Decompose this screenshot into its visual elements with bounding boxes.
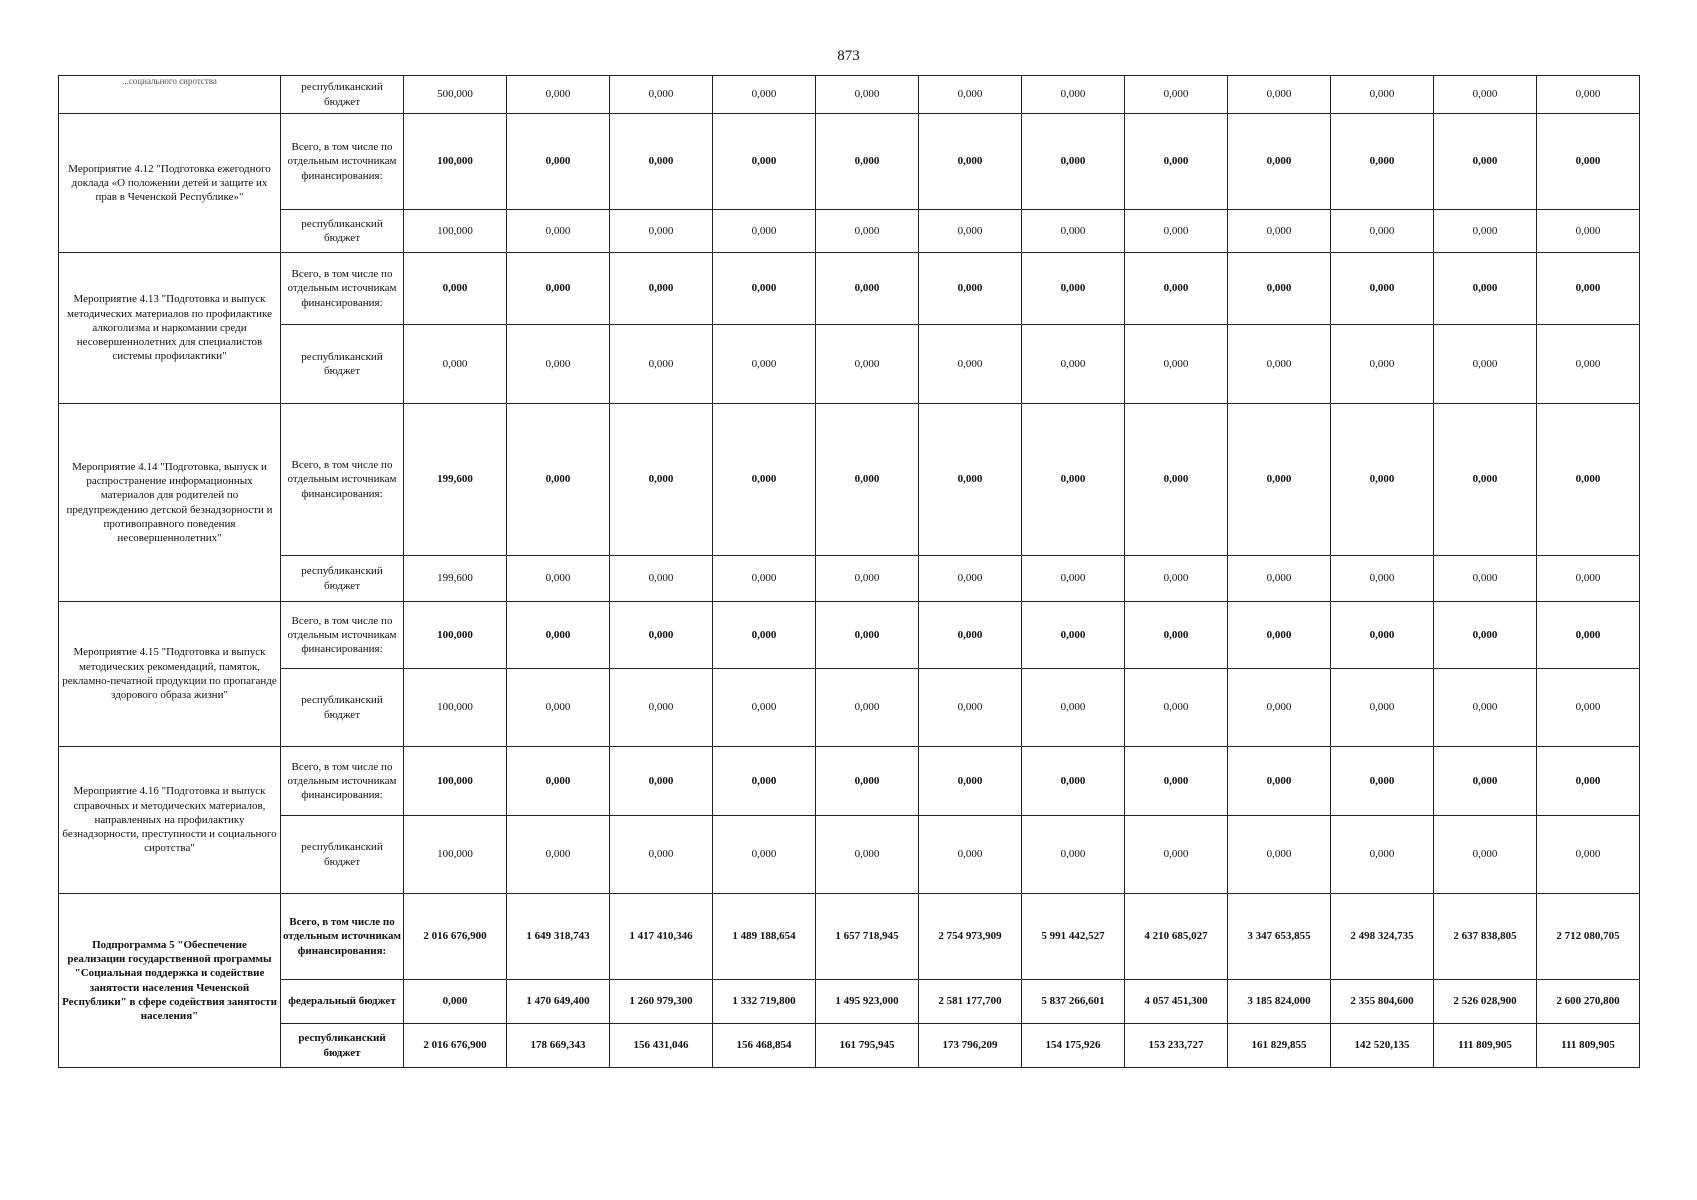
funding-source: республиканский бюджет bbox=[281, 816, 404, 894]
amount-cell: 173 796,209 bbox=[919, 1024, 1022, 1068]
amount-cell: 0,000 bbox=[507, 114, 610, 210]
amount-cell: 100,000 bbox=[404, 602, 507, 669]
funding-source: Всего, в том числе по отдельным источникам финансирования: bbox=[281, 602, 404, 669]
amount-cell: 0,000 bbox=[404, 253, 507, 325]
amount-cell: 0,000 bbox=[1434, 816, 1537, 894]
table-row bbox=[59, 1024, 1640, 1068]
amount-cell: 0,000 bbox=[919, 556, 1022, 602]
table-row bbox=[59, 114, 1640, 210]
amount-cell: 0,000 bbox=[507, 325, 610, 404]
amount-cell: 0,000 bbox=[1331, 747, 1434, 816]
amount-cell: 1 495 923,000 bbox=[816, 980, 919, 1024]
amount-cell: 0,000 bbox=[1434, 76, 1537, 114]
amount-cell: 2 016 676,900 bbox=[404, 1024, 507, 1068]
amount-cell: 0,000 bbox=[1125, 114, 1228, 210]
amount-cell: 1 657 718,945 bbox=[816, 894, 919, 980]
amount-cell: 0,000 bbox=[816, 210, 919, 253]
amount-cell: 0,000 bbox=[1331, 114, 1434, 210]
amount-cell: 0,000 bbox=[919, 669, 1022, 747]
table-row bbox=[59, 816, 1640, 894]
amount-cell: 0,000 bbox=[919, 253, 1022, 325]
amount-cell: 0,000 bbox=[1022, 669, 1125, 747]
amount-cell: 0,000 bbox=[919, 114, 1022, 210]
amount-cell: 0,000 bbox=[919, 404, 1022, 556]
amount-cell: 161 829,855 bbox=[1228, 1024, 1331, 1068]
amount-cell: 0,000 bbox=[507, 404, 610, 556]
amount-cell: 0,000 bbox=[919, 210, 1022, 253]
amount-cell: 0,000 bbox=[1125, 556, 1228, 602]
amount-cell: 0,000 bbox=[1434, 325, 1537, 404]
activity-name: ...социального сиротства bbox=[59, 76, 281, 114]
table-row bbox=[59, 556, 1640, 602]
amount-cell: 0,000 bbox=[1228, 404, 1331, 556]
amount-cell: 161 795,945 bbox=[816, 1024, 919, 1068]
funding-source: республиканский бюджет bbox=[281, 210, 404, 253]
amount-cell: 2 526 028,900 bbox=[1434, 980, 1537, 1024]
amount-cell: 0,000 bbox=[610, 404, 713, 556]
amount-cell: 154 175,926 bbox=[1022, 1024, 1125, 1068]
amount-cell: 178 669,343 bbox=[507, 1024, 610, 1068]
amount-cell: 0,000 bbox=[713, 210, 816, 253]
amount-cell: 3 185 824,000 bbox=[1228, 980, 1331, 1024]
amount-cell: 100,000 bbox=[404, 816, 507, 894]
amount-cell: 0,000 bbox=[919, 747, 1022, 816]
amount-cell: 0,000 bbox=[507, 669, 610, 747]
amount-cell: 0,000 bbox=[1537, 556, 1640, 602]
amount-cell: 0,000 bbox=[1022, 253, 1125, 325]
amount-cell: 0,000 bbox=[1228, 669, 1331, 747]
amount-cell: 0,000 bbox=[919, 325, 1022, 404]
amount-cell: 0,000 bbox=[507, 816, 610, 894]
amount-cell: 199,600 bbox=[404, 404, 507, 556]
amount-cell: 1 260 979,300 bbox=[610, 980, 713, 1024]
amount-cell: 100,000 bbox=[404, 114, 507, 210]
amount-cell: 0,000 bbox=[1537, 114, 1640, 210]
funding-source: Всего, в том числе по отдельным источникам финансирования: bbox=[281, 114, 404, 210]
amount-cell: 0,000 bbox=[816, 76, 919, 114]
amount-cell: 0,000 bbox=[507, 602, 610, 669]
amount-cell: 0,000 bbox=[713, 602, 816, 669]
table-row bbox=[59, 404, 1640, 556]
amount-cell: 0,000 bbox=[1125, 816, 1228, 894]
amount-cell: 4 210 685,027 bbox=[1125, 894, 1228, 980]
amount-cell: 0,000 bbox=[1434, 253, 1537, 325]
amount-cell: 0,000 bbox=[1228, 747, 1331, 816]
activity-name: Мероприятие 4.15 "Подготовка и выпуск методических рекомендаций, памяток, рекламно-печатной продукции по пропаганде здорового образа жизни" bbox=[59, 602, 281, 747]
amount-cell: 0,000 bbox=[816, 114, 919, 210]
amount-cell: 0,000 bbox=[610, 816, 713, 894]
amount-cell: 100,000 bbox=[404, 669, 507, 747]
amount-cell: 0,000 bbox=[713, 253, 816, 325]
amount-cell: 0,000 bbox=[713, 556, 816, 602]
amount-cell: 2 498 324,735 bbox=[1331, 894, 1434, 980]
amount-cell: 0,000 bbox=[816, 669, 919, 747]
amount-cell: 100,000 bbox=[404, 210, 507, 253]
funding-source: республиканский бюджет bbox=[281, 325, 404, 404]
amount-cell: 0,000 bbox=[713, 325, 816, 404]
amount-cell: 0,000 bbox=[1434, 556, 1537, 602]
table-row bbox=[59, 210, 1640, 253]
amount-cell: 4 057 451,300 bbox=[1125, 980, 1228, 1024]
funding-source: Всего, в том числе по отдельным источникам финансирования: bbox=[281, 404, 404, 556]
table-row bbox=[59, 980, 1640, 1024]
amount-cell: 0,000 bbox=[610, 556, 713, 602]
amount-cell: 0,000 bbox=[1228, 556, 1331, 602]
amount-cell: 1 332 719,800 bbox=[713, 980, 816, 1024]
funding-source: федеральный бюджет bbox=[281, 980, 404, 1024]
activity-name: Мероприятие 4.13 "Подготовка и выпуск методических материалов по профилактике алкоголизма и наркомании среди несовершеннолетних для специалистов системы профилактики" bbox=[59, 253, 281, 404]
amount-cell: 0,000 bbox=[1331, 210, 1434, 253]
amount-cell: 0,000 bbox=[1022, 325, 1125, 404]
amount-cell: 156 468,854 bbox=[713, 1024, 816, 1068]
amount-cell: 0,000 bbox=[816, 602, 919, 669]
amount-cell: 0,000 bbox=[507, 556, 610, 602]
amount-cell: 0,000 bbox=[1125, 669, 1228, 747]
activity-name: Мероприятие 4.14 "Подготовка, выпуск и распространение информационных материалов для родителей по предупреждению детской безнадзорности и противоправного поведения несовершеннолетних" bbox=[59, 404, 281, 602]
amount-cell: 100,000 bbox=[404, 747, 507, 816]
amount-cell: 0,000 bbox=[919, 602, 1022, 669]
amount-cell: 1 489 188,654 bbox=[713, 894, 816, 980]
amount-cell: 0,000 bbox=[1125, 76, 1228, 114]
table-row bbox=[59, 894, 1640, 980]
table-row bbox=[59, 253, 1640, 325]
funding-source: Всего, в том числе по отдельным источникам финансирования: bbox=[281, 747, 404, 816]
amount-cell: 0,000 bbox=[713, 669, 816, 747]
amount-cell: 0,000 bbox=[1125, 210, 1228, 253]
table-row bbox=[59, 669, 1640, 747]
amount-cell: 0,000 bbox=[1434, 747, 1537, 816]
amount-cell: 0,000 bbox=[713, 76, 816, 114]
amount-cell: 3 347 653,855 bbox=[1228, 894, 1331, 980]
amount-cell: 0,000 bbox=[816, 404, 919, 556]
amount-cell: 0,000 bbox=[1537, 253, 1640, 325]
amount-cell: 0,000 bbox=[1537, 747, 1640, 816]
amount-cell: 0,000 bbox=[1228, 210, 1331, 253]
amount-cell: 0,000 bbox=[1228, 325, 1331, 404]
amount-cell: 0,000 bbox=[1022, 816, 1125, 894]
amount-cell: 0,000 bbox=[507, 76, 610, 114]
table-row bbox=[59, 602, 1640, 669]
amount-cell: 1 649 318,743 bbox=[507, 894, 610, 980]
amount-cell: 0,000 bbox=[816, 816, 919, 894]
amount-cell: 1 470 649,400 bbox=[507, 980, 610, 1024]
amount-cell: 0,000 bbox=[507, 253, 610, 325]
amount-cell: 0,000 bbox=[919, 76, 1022, 114]
amount-cell: 0,000 bbox=[404, 980, 507, 1024]
activity-name: Подпрограмма 5 "Обеспечение реализации государственной программы "Социальная поддержка и содействие занятости населения Чеченской Республики" в сфере содействия занятости населения" bbox=[59, 894, 281, 1068]
amount-cell: 111 809,905 bbox=[1434, 1024, 1537, 1068]
amount-cell: 0,000 bbox=[1331, 669, 1434, 747]
financing-table bbox=[58, 75, 1640, 1068]
amount-cell: 0,000 bbox=[1125, 747, 1228, 816]
funding-source: республиканский бюджет bbox=[281, 556, 404, 602]
amount-cell: 0,000 bbox=[1537, 602, 1640, 669]
amount-cell: 1 417 410,346 bbox=[610, 894, 713, 980]
activity-name: Мероприятие 4.12 "Подготовка ежегодного доклада «О положении детей и защите их прав в Чеченской Республике»" bbox=[59, 114, 281, 253]
amount-cell: 0,000 bbox=[1022, 404, 1125, 556]
amount-cell: 0,000 bbox=[1022, 747, 1125, 816]
amount-cell: 0,000 bbox=[816, 556, 919, 602]
amount-cell: 2 581 177,700 bbox=[919, 980, 1022, 1024]
amount-cell: 0,000 bbox=[1125, 253, 1228, 325]
amount-cell: 0,000 bbox=[610, 747, 713, 816]
amount-cell: 0,000 bbox=[1537, 816, 1640, 894]
amount-cell: 0,000 bbox=[610, 325, 713, 404]
amount-cell: 153 233,727 bbox=[1125, 1024, 1228, 1068]
amount-cell: 0,000 bbox=[1022, 602, 1125, 669]
amount-cell: 0,000 bbox=[610, 76, 713, 114]
amount-cell: 0,000 bbox=[1331, 404, 1434, 556]
amount-cell: 0,000 bbox=[1022, 210, 1125, 253]
amount-cell: 199,600 bbox=[404, 556, 507, 602]
amount-cell: 0,000 bbox=[816, 253, 919, 325]
amount-cell: 2 016 676,900 bbox=[404, 894, 507, 980]
amount-cell: 0,000 bbox=[1537, 669, 1640, 747]
amount-cell: 0,000 bbox=[1022, 114, 1125, 210]
amount-cell: 0,000 bbox=[713, 747, 816, 816]
amount-cell: 0,000 bbox=[1434, 210, 1537, 253]
amount-cell: 0,000 bbox=[1537, 76, 1640, 114]
amount-cell: 0,000 bbox=[1125, 325, 1228, 404]
amount-cell: 0,000 bbox=[713, 816, 816, 894]
activity-name: Мероприятие 4.16 "Подготовка и выпуск справочных и методических материалов, направленных на профилактику безнадзорности, преступности и социального сиротства" bbox=[59, 747, 281, 894]
amount-cell: 0,000 bbox=[610, 210, 713, 253]
amount-cell: 500,000 bbox=[404, 76, 507, 114]
amount-cell: 2 355 804,600 bbox=[1331, 980, 1434, 1024]
amount-cell: 0,000 bbox=[1125, 404, 1228, 556]
amount-cell: 0,000 bbox=[1331, 253, 1434, 325]
funding-source: республиканский бюджет bbox=[281, 76, 404, 114]
table-row bbox=[59, 747, 1640, 816]
amount-cell: 5 837 266,601 bbox=[1022, 980, 1125, 1024]
amount-cell: 0,000 bbox=[1434, 404, 1537, 556]
amount-cell: 0,000 bbox=[1434, 602, 1537, 669]
amount-cell: 0,000 bbox=[610, 602, 713, 669]
amount-cell: 0,000 bbox=[507, 210, 610, 253]
amount-cell: 0,000 bbox=[610, 253, 713, 325]
amount-cell: 0,000 bbox=[1228, 114, 1331, 210]
amount-cell: 2 637 838,805 bbox=[1434, 894, 1537, 980]
amount-cell: 0,000 bbox=[610, 114, 713, 210]
amount-cell: 0,000 bbox=[1331, 602, 1434, 669]
amount-cell: 0,000 bbox=[816, 325, 919, 404]
amount-cell: 0,000 bbox=[404, 325, 507, 404]
funding-source: Всего, в том числе по отдельным источникам финансирования: bbox=[281, 253, 404, 325]
amount-cell: 0,000 bbox=[1434, 669, 1537, 747]
amount-cell: 0,000 bbox=[1022, 76, 1125, 114]
amount-cell: 0,000 bbox=[1434, 114, 1537, 210]
amount-cell: 2 754 973,909 bbox=[919, 894, 1022, 980]
amount-cell: 142 520,135 bbox=[1331, 1024, 1434, 1068]
amount-cell: 0,000 bbox=[1537, 404, 1640, 556]
amount-cell: 0,000 bbox=[1228, 816, 1331, 894]
table-row bbox=[59, 325, 1640, 404]
amount-cell: 0,000 bbox=[713, 114, 816, 210]
amount-cell: 0,000 bbox=[1125, 602, 1228, 669]
funding-source: республиканский бюджет bbox=[281, 669, 404, 747]
amount-cell: 0,000 bbox=[1331, 556, 1434, 602]
table-row bbox=[59, 76, 1640, 114]
amount-cell: 2 712 080,705 bbox=[1537, 894, 1640, 980]
funding-source: республиканский бюджет bbox=[281, 1024, 404, 1068]
amount-cell: 0,000 bbox=[1331, 76, 1434, 114]
amount-cell: 0,000 bbox=[1228, 76, 1331, 114]
funding-source: Всего, в том числе по отдельным источникам финансирования: bbox=[281, 894, 404, 980]
amount-cell: 0,000 bbox=[1537, 325, 1640, 404]
amount-cell: 0,000 bbox=[1228, 253, 1331, 325]
amount-cell: 2 600 270,800 bbox=[1537, 980, 1640, 1024]
amount-cell: 156 431,046 bbox=[610, 1024, 713, 1068]
amount-cell: 0,000 bbox=[919, 816, 1022, 894]
page-number: 873 bbox=[837, 48, 860, 64]
amount-cell: 0,000 bbox=[713, 404, 816, 556]
amount-cell: 0,000 bbox=[816, 747, 919, 816]
amount-cell: 0,000 bbox=[1331, 325, 1434, 404]
amount-cell: 0,000 bbox=[1331, 816, 1434, 894]
amount-cell: 111 809,905 bbox=[1537, 1024, 1640, 1068]
amount-cell: 0,000 bbox=[507, 747, 610, 816]
amount-cell: 0,000 bbox=[610, 669, 713, 747]
amount-cell: 0,000 bbox=[1228, 602, 1331, 669]
amount-cell: 5 991 442,527 bbox=[1022, 894, 1125, 980]
amount-cell: 0,000 bbox=[1022, 556, 1125, 602]
amount-cell: 0,000 bbox=[1537, 210, 1640, 253]
